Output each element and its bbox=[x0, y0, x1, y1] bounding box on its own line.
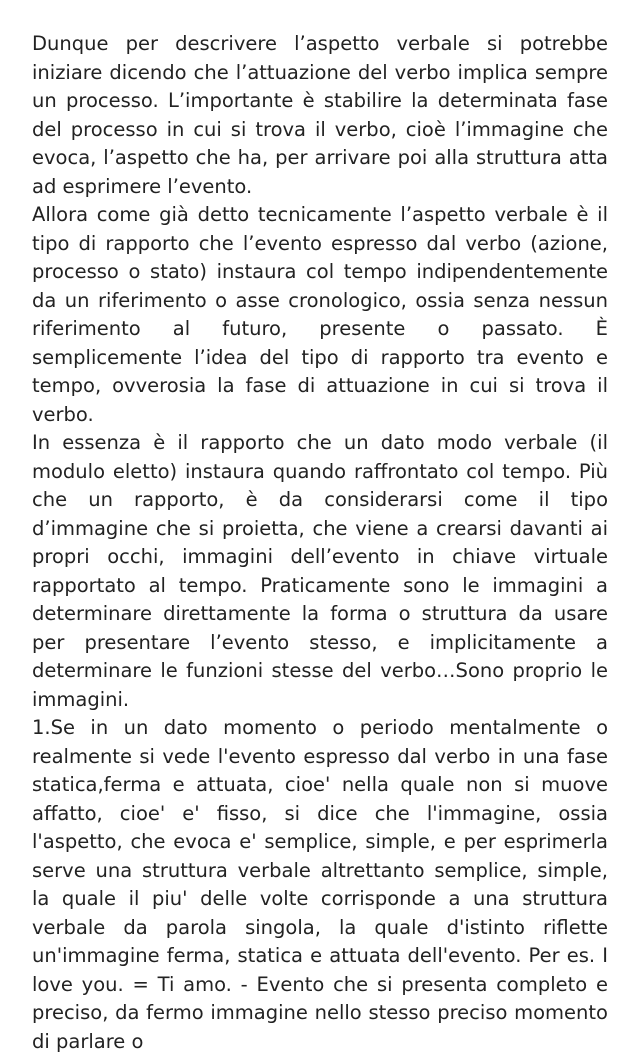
document-body bbox=[32, 30, 608, 1056]
paragraph-aspetto-semplice: 1.Se in un dato momento o periodo mentalmente o realmente si vede l'evento espresso dal verbo in una fase statica,ferma e attuata, cioe' nella quale non si muove affatto, cioe' e' fisso, si dice che l'immagine, ossia l'aspetto, che evoca e' semplice, simple, e per esprimerla serve una struttura verbale altrettanto semplice, simple, la quale il piu' delle volte corrisponde a una struttura verbale da parola singola, la quale d'istinto riflette un'immagine ferma, statica e attuata dell'evento. Per es. I love you. = Ti amo. - Evento che si presenta completo e preciso, da fermo immagine nello stesso preciso momento di parlare o bbox=[32, 716, 608, 1053]
paragraph-immagini-evento: In essenza è il rapporto che un dato modo verbale (il modulo eletto) instaura quando raffrontato col tempo. Più che un rapporto, è da considerarsi come il tipo d’immagine che si proietta, che viene a crearsi davanti ai propri occhi, immagini dell’evento in chiave virtuale rapportato al tempo. Praticamente sono le immagini a determinare direttamente la forma o struttura da usare per presentare l’evento stesso, e implicitamente a determinare le funzioni stesse del verbo…Sono proprio le immagini. bbox=[32, 431, 608, 711]
paragraph-definizione-aspetto: Allora come già detto tecnicamente l’aspetto verbale è il tipo di rapporto che l’evento espresso dal verbo (azione, processo o stato) instaura col tempo indipendentemente da un riferimento o asse cronologico, ossia senza nessun riferimento al futuro, presente o passato. È semplicemente l’idea del tipo di rapporto tra evento e tempo, ovverosia la fase di attuazione in cui si trova il verbo. bbox=[32, 203, 608, 426]
paragraph-aspetto-processo: Dunque per descrivere l’aspetto verbale si potrebbe iniziare dicendo che l’attuazione del verbo implica sempre un processo. L’importante è stabilire la determinata fase del processo in cui si trova il verbo, cioè l’immagine che evoca, l’aspetto che ha, per arrivare poi alla struttura atta ad esprimere l’evento. bbox=[32, 32, 608, 198]
